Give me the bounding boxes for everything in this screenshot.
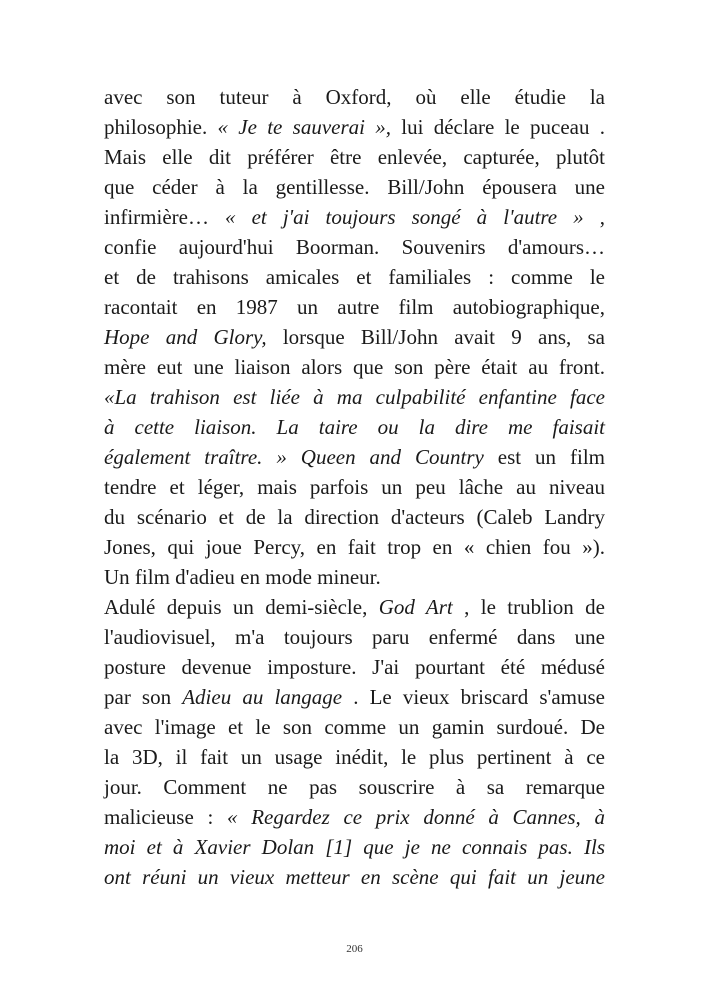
- text-line: mère eut une liaison alors que son père était au front.: [104, 355, 605, 379]
- text-line: avec son tuteur à Oxford, où elle étudie la: [104, 85, 605, 109]
- text-line: ont réuni un vieux metteur en scène qui fait un jeune: [104, 865, 605, 889]
- text-line: posture devenue imposture. J'ai pourtant été médusé: [104, 655, 605, 679]
- text-line: et de trahisons amicales et familiales : comme le: [104, 265, 605, 289]
- body-text: [104, 82, 605, 892]
- text-line: Adulé depuis un demi-siècle, God Art , le trublion de: [104, 595, 606, 619]
- text-line: racontait en 1987 un autre film autobiographique,: [104, 295, 605, 319]
- text-line: du scénario et de la direction d'acteurs (Caleb Landry: [104, 505, 605, 529]
- text-line: que céder à la gentillesse. Bill/John épousera une: [104, 175, 605, 199]
- text-line: infirmière… « et j'ai toujours songé à l'autre » ,: [104, 205, 606, 229]
- text-line: confie aujourd'hui Boorman. Souvenirs d'amours…: [104, 235, 605, 259]
- text-line: la 3D, il fait un usage inédit, le plus pertinent à ce: [104, 745, 605, 769]
- text-line: également traître. » Queen and Country est un film: [104, 445, 605, 469]
- text-line: Hope and Glory, lorsque Bill/John avait 9 ans, sa: [104, 325, 606, 349]
- text-line: tendre et léger, mais parfois un peu lâche au niveau: [104, 475, 605, 499]
- text-line: avec l'image et le son comme un gamin surdoué. De: [104, 715, 605, 739]
- text-line: Mais elle dit préférer être enlevée, capturée, plutôt: [104, 145, 605, 169]
- text-line: par son Adieu au langage . Le vieux briscard s'amuse: [104, 685, 605, 709]
- text-line: moi et à Xavier Dolan [1] que je ne connais pas. Ils: [104, 835, 605, 859]
- text-line: «La trahison est liée à ma culpabilité enfantine face: [104, 385, 605, 409]
- text-line: l'audiovisuel, m'a toujours paru enfermé dans une: [104, 625, 605, 649]
- text-line: à cette liaison. La taire ou la dire me faisait: [104, 415, 605, 439]
- text-line: Un film d'adieu en mode mineur.: [104, 565, 381, 589]
- text-line: jour. Comment ne pas souscrire à sa remarque: [104, 775, 605, 799]
- text-line: philosophie. « Je te sauverai », lui déclare le puceau .: [104, 115, 606, 139]
- text-line: malicieuse : « Regardez ce prix donné à Cannes, à: [104, 805, 605, 829]
- page-number: 206: [346, 943, 363, 955]
- text-line: Jones, qui joue Percy, en fait trop en « chien fou »).: [104, 535, 605, 559]
